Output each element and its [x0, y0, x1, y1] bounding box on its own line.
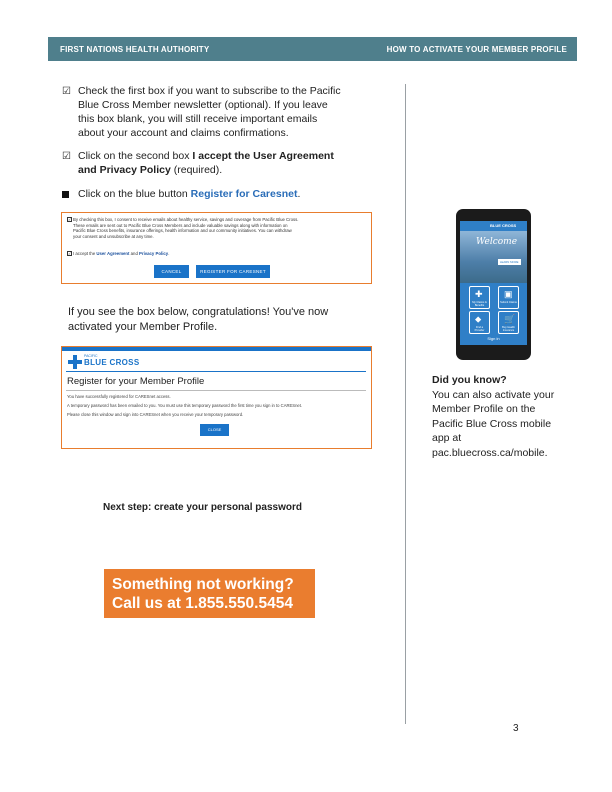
confirmation-line: A temporary password has been emailed to you. You must use this temporary password the first time you sign in to CARESnet. [67, 403, 303, 408]
tile-label: Find a Provider [474, 326, 485, 332]
member-profile-title: Register for your Member Profile [67, 376, 205, 387]
next-step-heading: Next step: create your personal password [103, 502, 302, 513]
congrats-text [68, 305, 368, 335]
app-learn-more[interactable]: LEARN MORE [500, 260, 519, 264]
step-2-text: (required). [170, 164, 223, 176]
app-sign-in[interactable]: Sign in [487, 336, 500, 341]
consent-line: By checking this box, I consent to receive emails about healthy service, savings and coverage from Pacific Blue Cross. [73, 217, 299, 222]
blue-top-bar [62, 347, 371, 351]
newsletter-checkbox[interactable]: ✓ [68, 217, 72, 222]
step-1-line: Blue Cross Member newsletter (optional). If you leave [78, 99, 328, 111]
close-button[interactable]: CLOSE [200, 424, 229, 436]
camera-icon: ▣ [504, 289, 513, 299]
callout-line: Something not working? [112, 576, 294, 593]
app-tile-submit[interactable] [498, 286, 519, 309]
sidebar-line: You can also activate your [432, 388, 555, 401]
consent-line: These emails are sent out to Pacific Blue Cross Members and include valuable savings along with information on [73, 222, 288, 228]
callout-phone: Call us at 1.855.550.5454 [112, 595, 293, 612]
app-tile-insurance[interactable] [498, 311, 519, 334]
cancel-button[interactable]: CANCEL [154, 265, 189, 278]
did-you-know-heading: Did you know? [432, 374, 507, 386]
newsletter-consent [67, 217, 367, 239]
step-2-text: Click on the second box [78, 150, 193, 162]
divider [66, 371, 366, 372]
step-3 [62, 187, 362, 203]
agreement-consent [67, 251, 367, 257]
agreement-text: and [129, 251, 140, 256]
confirmation-line: You have successfully registered for CARESnet access. [67, 394, 171, 399]
app-tile-claims[interactable] [469, 286, 490, 309]
step-1 [62, 84, 362, 144]
logo-text: BLUE CROSS [84, 358, 140, 367]
step-1-line: about your account and claims confirmations. [78, 127, 289, 139]
mobile-app-phone [456, 209, 531, 360]
square-bullet-icon [62, 188, 72, 203]
privacy-policy-link[interactable]: Privacy Policy [139, 251, 169, 256]
app-tile-provider[interactable] [469, 311, 490, 334]
page-number: 3 [513, 723, 519, 734]
step-2-emphasis: and Privacy Policy [78, 164, 171, 176]
phone-screen [460, 221, 527, 345]
step-3-text: Click on the blue button [78, 188, 191, 200]
did-you-know-sidebar [432, 373, 554, 460]
tile-label: Buy Health Insurance [502, 326, 515, 332]
member-profile-screenshot [61, 346, 372, 449]
consent-line: Pacific Blue Cross benefits, insurance offerings, health information and our community initiatives. You can withdraw [73, 228, 292, 233]
column-divider [405, 84, 406, 724]
header-section-title: HOW TO ACTIVATE YOUR MEMBER PROFILE [386, 45, 567, 54]
register-caresnet-link: Register for Caresnet [190, 188, 298, 200]
app-welcome: Welcome [476, 237, 518, 247]
sidebar-line: Pacific Blue Cross mobile [432, 417, 552, 430]
page-header [48, 37, 577, 61]
user-agreement-link[interactable]: User Agreement [96, 251, 130, 256]
consent-form-screenshot [61, 212, 372, 284]
support-callout [104, 569, 315, 618]
tile-label: Submit Claims [500, 301, 517, 304]
step-2 [62, 149, 362, 179]
agreement-checkbox[interactable]: ✓ [68, 251, 72, 256]
app-hero-image [460, 231, 527, 283]
header-organization: FIRST NATIONS HEALTH AUTHORITY [60, 45, 210, 54]
checkbox-icon: ☑ [62, 151, 71, 162]
agreement-text: . [168, 251, 170, 256]
location-pin-icon: ⬥ [475, 314, 482, 324]
app-top-bar [460, 221, 527, 231]
agreement-text: I accept the [73, 251, 97, 256]
step-2-emphasis: I accept the User Agreement [192, 150, 334, 162]
register-button[interactable]: REGISTER FOR CARESNET [196, 265, 270, 278]
checkbox-icon: ☑ [62, 86, 71, 97]
confirmation-line: Please close this window and sign into CARESnet when you receive your temporary password. [67, 412, 244, 417]
sidebar-line: Member Profile on the [432, 403, 536, 415]
consent-line: your consent and unsubscribe at any time. [73, 233, 154, 239]
step-1-line: Check the first box if you want to subscribe to the Pacific [78, 85, 341, 97]
blue-cross-logo-icon [68, 355, 82, 369]
logo-small-text: PACIFIC [84, 354, 98, 358]
sidebar-line: app at [432, 432, 462, 444]
app-brand: BLUE CROSS [490, 223, 517, 228]
divider [66, 390, 366, 391]
sidebar-line: pac.bluecross.ca/mobile. [432, 446, 548, 459]
congrats-line: activated your Member Profile. [68, 321, 218, 333]
cart-icon: 🛒 [504, 314, 516, 324]
step-1-line: this box blank, you will still receive important emails [78, 113, 318, 125]
tile-label: My Claims & Benefits [472, 301, 487, 307]
congrats-line: If you see the box below, congratulations! You've now [68, 306, 329, 318]
plus-icon: ✚ [475, 289, 483, 299]
step-3-text: . [297, 188, 301, 200]
